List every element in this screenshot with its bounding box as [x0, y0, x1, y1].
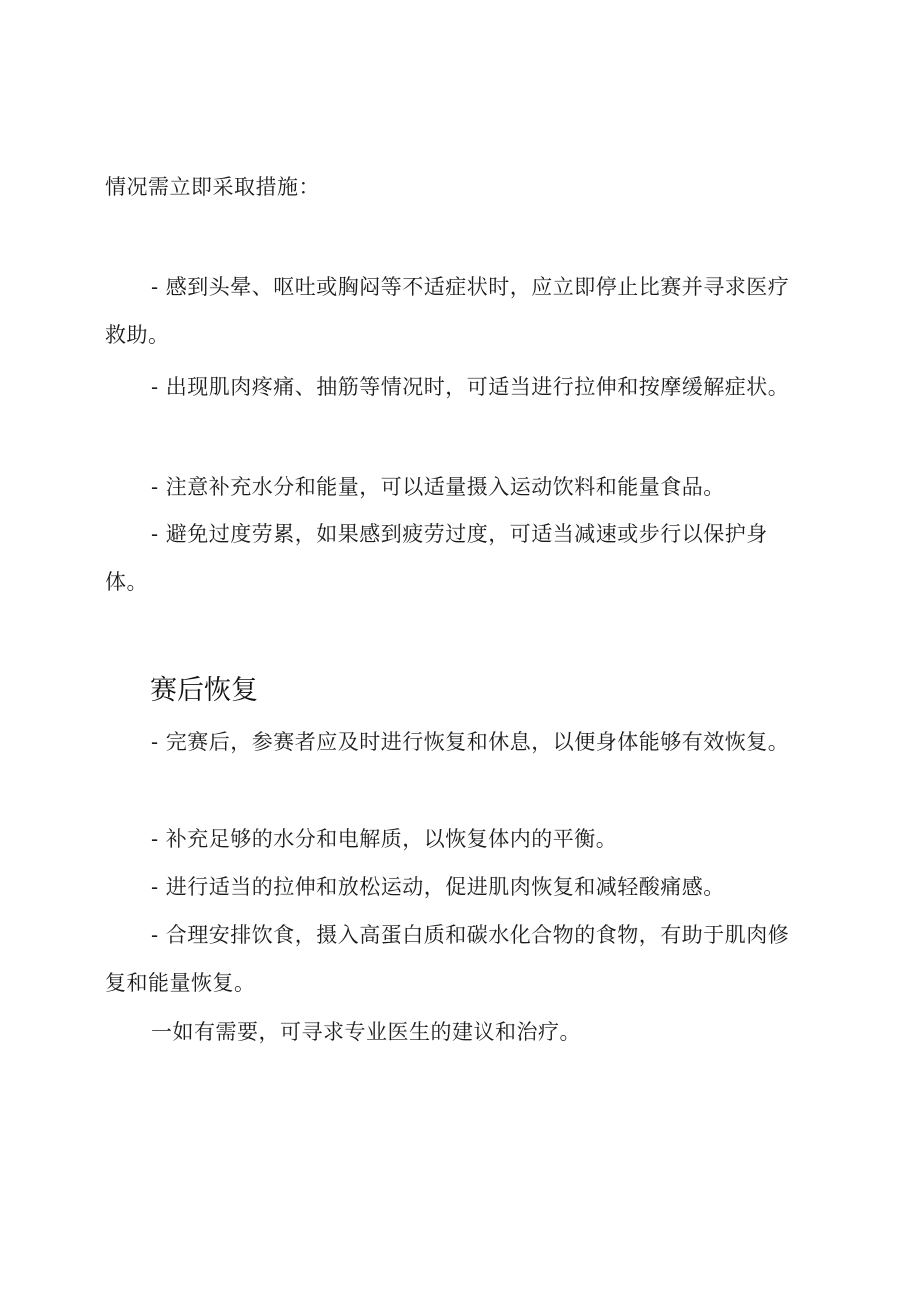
- list-item: - 出现肌肉疼痛、抽筋等情况时，可适当进行拉伸和按摩缓解症状。: [151, 375, 790, 399]
- list-item: - 感到头晕、呕吐或胸闷等不适症状时，应立即停止比赛并寻求医疗救助。: [105, 275, 790, 347]
- list-item: - 避免过度劳累，如果感到疲劳过度，可适当减速或步行以保护身体。: [105, 522, 768, 594]
- list-item: - 进行适当的拉伸和放松运动，促进肌肉恢复和减轻酸痛感。: [151, 875, 725, 899]
- intro-paragraph: 情况需立即采取措施：: [105, 175, 320, 199]
- list-item: 一如有需要，可寻求专业医生的建议和治疗。: [151, 1020, 581, 1044]
- list-item: - 补充足够的水分和电解质，以恢复体内的平衡。: [151, 827, 618, 851]
- list-item: - 合理安排饮食，摄入高蛋白质和碳水化合物的食物，有助于肌肉修复和能量恢复。: [105, 923, 790, 995]
- list-item: - 注意补充水分和能量，可以适量摄入运动饮料和能量食品。: [151, 475, 725, 499]
- section-heading: 赛后恢复: [150, 675, 258, 706]
- list-item: - 完赛后，参赛者应及时进行恢复和休息，以便身体能够有效恢复。: [151, 730, 790, 754]
